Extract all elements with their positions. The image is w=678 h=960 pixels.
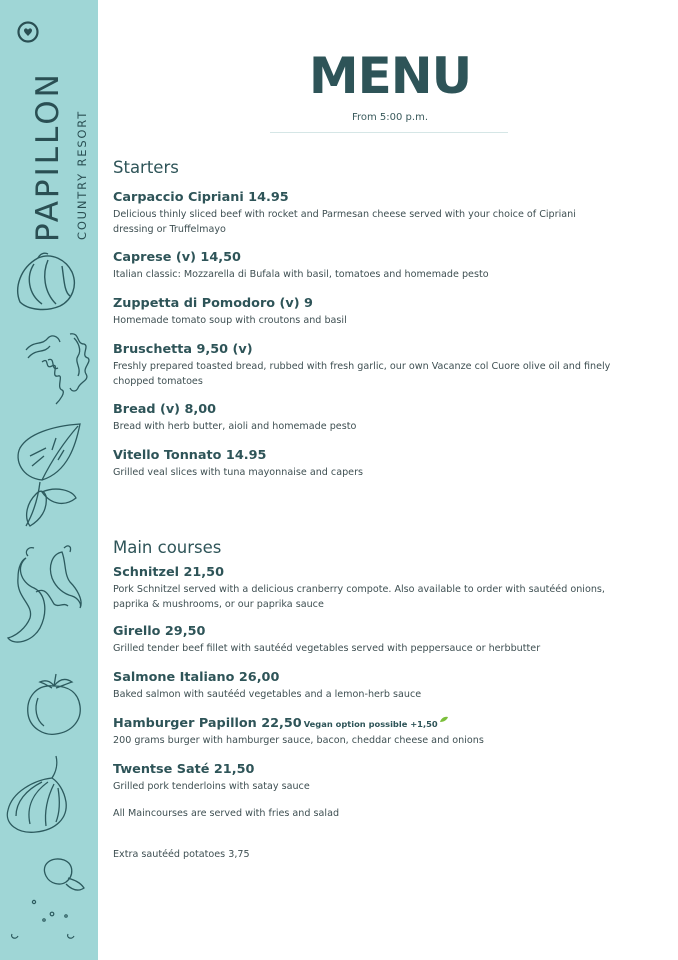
vegan-option-note: Vegan option possible +1,50 [303,719,438,729]
item-name-text: Hamburger Papillon 22,50 [113,716,302,731]
item-name: Vitello Tonnato 14.95 [113,448,267,463]
menu-time: From 5:00 p.m. [351,112,429,123]
item-name: Twentse Saté 21,50 [113,762,255,777]
item-name [113,716,613,732]
menu-item [113,190,613,237]
brand-sidebar [0,0,98,960]
mains-footnote: All Maincourses are served with fries and salad [113,808,340,819]
menu-item [113,448,613,480]
brand-name: PAPILLON [30,71,66,242]
pasta-illustration-icon [20,326,94,408]
item-description: Grilled veal slices with tuna mayonnaise and capers [113,467,364,478]
brand-subtitle: COUNTRY RESORT [75,109,89,240]
item-name: Bread (v) 8,00 [113,402,217,417]
chili-pepper-illustration-icon [6,542,86,650]
item-name: Carpaccio Cipriani 14.95 [113,190,289,205]
menu-title: MENU [308,47,472,105]
title-divider [270,132,508,133]
item-description: Italian classic: Mozzarella di Bufala with basil, tomatoes and homemade pesto [113,269,489,280]
item-description: Freshly prepared toasted bread, rubbed with fresh garlic, our own Vacanze col Cuore olive oil and finely chopped tomatoes [113,361,611,387]
butterfly-logo-icon [16,20,40,44]
item-name: Caprese (v) 14,50 [113,250,241,265]
onion-illustration-icon [4,752,74,836]
menu-item [113,716,613,748]
starters-heading: Starters [113,158,179,177]
main-courses-heading: Main courses [113,538,222,557]
item-name: Schnitzel 21,50 [113,565,224,580]
item-name: Bruschetta 9,50 (v) [113,342,253,357]
menu-item [113,342,613,389]
mushroom-illustration-icon [38,854,90,894]
garlic-illustration-icon [12,250,84,312]
item-description: Bread with herb butter, aioli and homemade pesto [113,421,357,432]
item-name: Zuppetta di Pomodoro (v) 9 [113,296,313,311]
item-description: Pork Schnitzel served with a delicious cranberry compote. Also available to order with sautééd onions, paprika & mushrooms, or our paprika sauce [113,584,605,610]
item-description: Grilled tender beef fillet with sautééd vegetables served with peppersauce or herbbutter [113,643,541,654]
tomato-illustration-icon [22,668,86,738]
menu-item [113,402,613,434]
scattered-seeds-icon [8,896,88,956]
item-name: Salmone Italiano 26,00 [113,670,280,685]
menu-item [113,250,613,282]
extra-note: Extra sautééd potatoes 3,75 [113,849,250,860]
item-name: Girello 29,50 [113,624,206,639]
item-description: Grilled pork tenderloins with satay sauce [113,781,310,792]
menu-item [113,565,613,612]
menu-item [113,624,613,656]
basil-illustration-icon [12,420,84,530]
item-description: Delicious thinly sliced beef with rocket and Parmesan cheese served with your choice of Cipriani dressing or Truffelmayo [113,209,576,235]
item-description: Baked salmon with sautééd vegetables and a lemon-herb sauce [113,689,422,700]
menu-item [113,762,613,794]
menu-item [113,296,613,328]
item-description: 200 grams burger with hamburger sauce, bacon, cheddar cheese and onions [113,735,484,746]
item-description: Homemade tomato soup with croutons and basil [113,315,347,326]
menu-item [113,670,613,702]
leaf-icon [439,716,449,723]
